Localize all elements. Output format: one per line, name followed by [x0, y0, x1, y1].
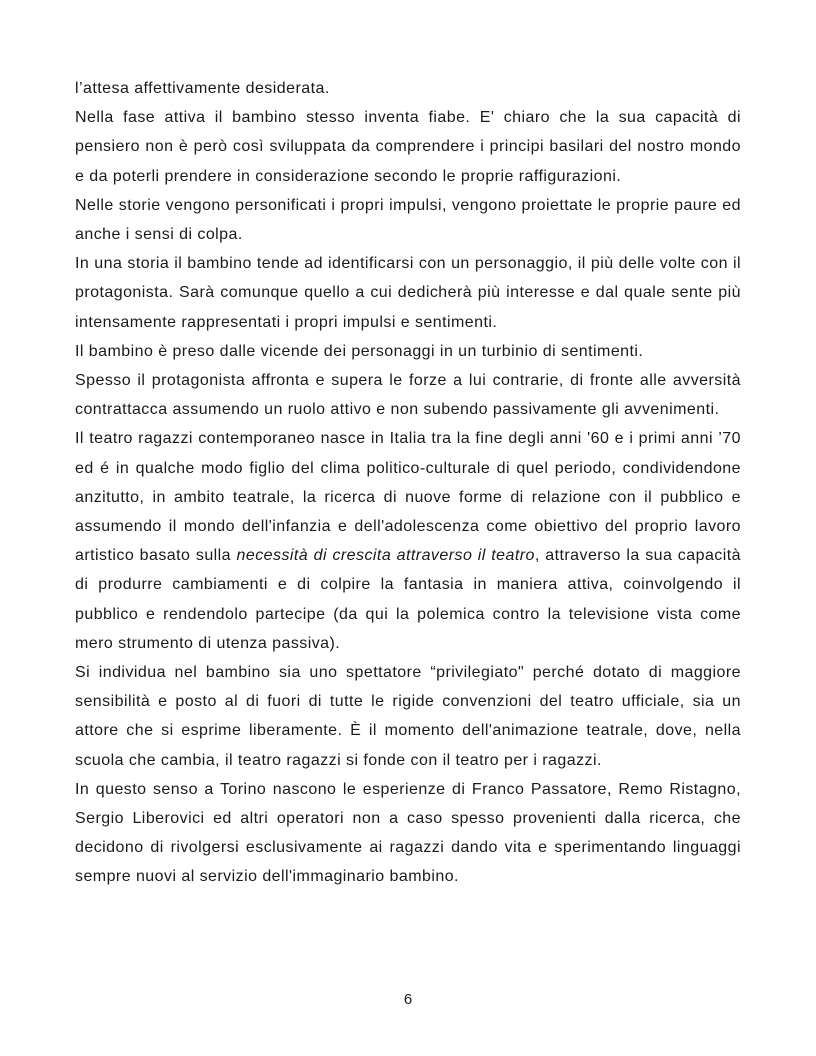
paragraph-1: l’attesa affettivamente desiderata.	[75, 80, 330, 97]
theatre-text-after: , attraverso la sua capacità di produrre cambiamenti e di colpire la fantasia in maniera attiva, coinvolgendo il pubblico e rendendolo partecipe (da qui la polemica contro la televisione vista come mero strumento di utenza passiva).	[75, 547, 742, 652]
document-body	[75, 74, 741, 892]
paragraph-5: Il bambino è preso dalle vicende dei personaggi in un turbinio di sentimenti.	[75, 342, 644, 360]
paragraph-2: Nella fase attiva il bambino stesso inventa fiabe. E' chiaro che la sua capacità di pensiero non è però così sviluppata da comprendere i principi basilari del nostro mondo e da poterli prendere in considerazione secondo le proprie raffigurazioni.	[75, 109, 741, 185]
theatre-text-before: Il teatro ragazzi contemporaneo nasce in Italia tra la fine degli anni '60 e i primi anni ’70 ed é in qualche modo figlio del clima politico-culturale di quel periodo, condividendone anzitutto, in ambito teatrale, la ricerca di nuove forme di relazione con il pubblico e assumendo il mondo dell'infanzia e dell'adolescenza come obiettivo del proprio lavoro artistico basato sulla	[75, 430, 741, 565]
paragraph-9: In questo senso a Torino nascono le esperienze di Franco Passatore, Remo Ristagno, Sergio Liberovici ed altri operatori non a caso spesso provenienti dalla ricerca, che decidono di rivolgersi esclusivamente ai ragazzi dando vita e sperimentando linguaggi sempre nuovi al servizio dell'immaginario bambino.	[75, 780, 741, 886]
paragraph-3: Nelle storie vengono personificati i propri impulsi, vengono proiettate le proprie paure ed anche i sensi di colpa.	[75, 196, 741, 244]
theatre-text-italic: necessità di crescita attraverso il teatro	[236, 547, 535, 565]
paragraph-theatre	[75, 424, 741, 658]
paragraph-8: Si individua nel bambino sia uno spettatore “privilegiato" perché dotato di maggiore sensibilità e posto al di fuori di tutte le rigide convenzioni del teatro ufficiale, sia un attore che si esprime liberamente. È il momento dell'animazione teatrale, dove, nella scuola che cambia, il teatro ragazzi si fonde con il teatro per i ragazzi.	[75, 664, 741, 769]
paragraph-4: In una storia il bambino tende ad identificarsi con un personaggio, il più delle volte con il protagonista. Sarà comunque quello a cui dedicherà più interesse e dal quale sente più intensamente rappresentati i propri impulsi e sentimenti.	[75, 255, 741, 331]
paragraph-6: Spesso il protagonista affronta e supera le forze a lui contrarie, di fronte alle avversità contrattacca assumendo un ruolo attivo e non subendo passivamente gli avvenimenti.	[75, 372, 741, 419]
page-number: 6	[403, 991, 413, 1008]
